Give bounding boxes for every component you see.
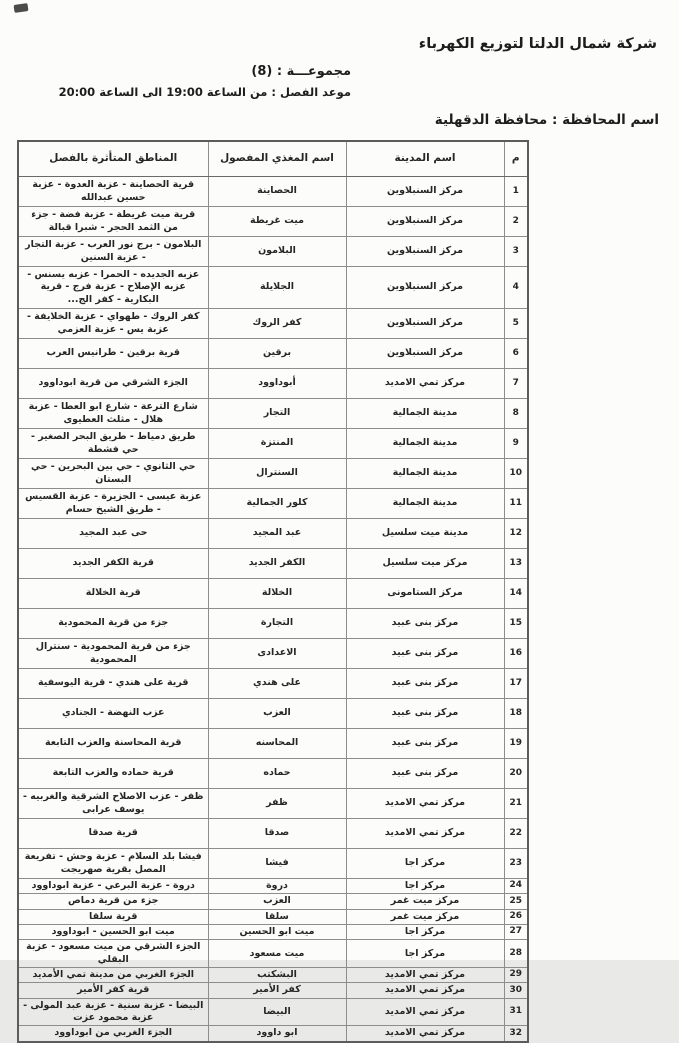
city-cell: مركز تمي الامديد	[346, 1026, 504, 1042]
affected-areas-cell: البيضا - عزبة سنية - عزبة عبد المولى - عزبة محمود عزت	[18, 998, 208, 1026]
table-row	[18, 940, 528, 968]
city-cell: مدينة الجمالية	[346, 459, 504, 489]
row-number-cell: 16	[504, 639, 528, 669]
affected-areas-cell: الجزء الشرقي من ميت مسعود - عزبة البقلي	[18, 940, 208, 968]
feeder-cell: العزب	[208, 894, 346, 909]
feeder-cell: أبوداوود	[208, 369, 346, 399]
row-number-cell: 28	[504, 940, 528, 968]
row-number-cell: 13	[504, 549, 528, 579]
table-row	[18, 459, 528, 489]
affected-areas-cell: قرية برقين - طرانيس العرب	[18, 339, 208, 369]
city-cell: مركز السنبلاوين	[346, 309, 504, 339]
table-row	[18, 639, 528, 669]
table-row	[18, 879, 528, 894]
row-number-cell: 17	[504, 669, 528, 699]
affected-areas-cell: البلامون - برج نور العرب - عزبة التجار - عزبة السنين	[18, 237, 208, 267]
table-row	[18, 579, 528, 609]
row-number-cell: 20	[504, 759, 528, 789]
table-row	[18, 729, 528, 759]
table-row	[18, 489, 528, 519]
table-row	[18, 369, 528, 399]
row-number-cell: 3	[504, 237, 528, 267]
affected-areas-cell: حى عبد المجيد	[18, 519, 208, 549]
table-row	[18, 399, 528, 429]
city-cell: مركز السنبلاوين	[346, 177, 504, 207]
table-row	[18, 207, 528, 237]
affected-areas-cell: ميت ابو الحسين - ابوداوود	[18, 925, 208, 940]
row-number-cell: 11	[504, 489, 528, 519]
affected-areas-cell: شارع الترعة - شارع ابو العطا - عزبة هلال - مثلث العطيوى	[18, 399, 208, 429]
table-row	[18, 998, 528, 1026]
city-cell: مدينة ميت سلسيل	[346, 519, 504, 549]
affected-areas-cell: جزء من قرية دماص	[18, 894, 208, 909]
affected-areas-cell: عزب النهضة - الجنادي	[18, 699, 208, 729]
table-row	[18, 1026, 528, 1042]
group-number-label: مجموعـــة : (8)	[251, 64, 351, 79]
city-cell: مدينة الجمالية	[346, 399, 504, 429]
city-cell: مدينة الجمالية	[346, 489, 504, 519]
table-row	[18, 699, 528, 729]
affected-areas-cell: فيشا بلد السلام - عزبة وحش - تفريعة المصل بقرية صهريجت	[18, 849, 208, 879]
col-header-city: اسم المدينة	[346, 141, 504, 177]
feeder-cell: الحصاينة	[208, 177, 346, 207]
city-cell: مركز بنى عبيد	[346, 639, 504, 669]
row-number-cell: 19	[504, 729, 528, 759]
feeder-cell: الخلالة	[208, 579, 346, 609]
table-row	[18, 968, 528, 983]
governorate-label: اسم المحافظة : محافظة الدقهلية	[434, 112, 659, 128]
feeder-cell: ميت غريطة	[208, 207, 346, 237]
feeder-cell: الاعدادى	[208, 639, 346, 669]
affected-areas-cell: طريق دمياط - طريق البحر الصغير - حي فشطة	[18, 429, 208, 459]
row-number-cell: 7	[504, 369, 528, 399]
feeder-cell: البشكتب	[208, 968, 346, 983]
feeder-cell: ظفر	[208, 789, 346, 819]
col-header-serial: م	[504, 141, 528, 177]
feeder-cell: سلقا	[208, 909, 346, 924]
outage-table-wrapper	[17, 140, 529, 1043]
city-cell: مركز اجا	[346, 879, 504, 894]
affected-areas-cell: قرية الكفر الجديد	[18, 549, 208, 579]
row-number-cell: 4	[504, 267, 528, 309]
col-header-areas: المناطق المتأثرة بالفصل	[18, 141, 208, 177]
table-row	[18, 609, 528, 639]
affected-areas-cell: الجزء الغربي من ابوداوود	[18, 1026, 208, 1042]
feeder-cell: البيضا	[208, 998, 346, 1026]
feeder-cell: حماده	[208, 759, 346, 789]
city-cell: مركز تمي الامديد	[346, 968, 504, 983]
city-cell: مركز تمي الامديد	[346, 369, 504, 399]
affected-areas-cell: ظفر - عزب الاصلاح الشرقية والغربيه - يوسف عرابى	[18, 789, 208, 819]
affected-areas-cell: قرية حماده والعزب التابعة	[18, 759, 208, 789]
outage-time-label: موعد الفصل : من الساعة 19:00 الى الساعة 20:00	[58, 85, 351, 99]
table-row	[18, 429, 528, 459]
table-row	[18, 177, 528, 207]
affected-areas-cell: قرية الحصاينة - عزبة العدوة - عزبة حسين عبدالله	[18, 177, 208, 207]
city-cell: مركز السنبلاوين	[346, 237, 504, 267]
feeder-cell: ميت مسعود	[208, 940, 346, 968]
group-schedule-block	[59, 64, 351, 99]
city-cell: مدينة الجمالية	[346, 429, 504, 459]
affected-areas-cell: قرية سلقا	[18, 909, 208, 924]
feeder-cell: صدقا	[208, 819, 346, 849]
affected-areas-cell: قرية ميت غريطة - عزبة فضة - جزء من الثمد الحجر - شبرا قبالة	[18, 207, 208, 237]
row-number-cell: 27	[504, 925, 528, 940]
affected-areas-cell: قرية صدقا	[18, 819, 208, 849]
city-cell: مركز تمي الامديد	[346, 819, 504, 849]
row-number-cell: 12	[504, 519, 528, 549]
row-number-cell: 21	[504, 789, 528, 819]
row-number-cell: 32	[504, 1026, 528, 1042]
city-cell: مركز السنبلاوين	[346, 207, 504, 237]
table-row	[18, 339, 528, 369]
feeder-cell: ميت ابو الحسين	[208, 925, 346, 940]
feeder-cell: فيشا	[208, 849, 346, 879]
feeder-cell: السنترال	[208, 459, 346, 489]
table-row	[18, 237, 528, 267]
table-row	[18, 849, 528, 879]
city-cell: مركز تمي الامديد	[346, 789, 504, 819]
row-number-cell: 10	[504, 459, 528, 489]
table-header-row	[18, 141, 528, 177]
affected-areas-cell: قرية على هندي - قرية اليوسفية	[18, 669, 208, 699]
company-title: شركة شمال الدلتا لتوزيع الكهرباء	[418, 36, 657, 52]
city-cell: مركز بنى عبيد	[346, 729, 504, 759]
table-row	[18, 549, 528, 579]
row-number-cell: 8	[504, 399, 528, 429]
table-row	[18, 309, 528, 339]
affected-areas-cell: قرية المحاسنة والعزب التابعة	[18, 729, 208, 759]
row-number-cell: 18	[504, 699, 528, 729]
row-number-cell: 5	[504, 309, 528, 339]
feeder-cell: العزب	[208, 699, 346, 729]
row-number-cell: 29	[504, 968, 528, 983]
row-number-cell: 26	[504, 909, 528, 924]
row-number-cell: 24	[504, 879, 528, 894]
table-row	[18, 819, 528, 849]
table-row	[18, 267, 528, 309]
feeder-cell: المحاسنه	[208, 729, 346, 759]
feeder-cell: كلور الجمالية	[208, 489, 346, 519]
feeder-cell: عبد المجيد	[208, 519, 346, 549]
city-cell: مركز الستامونى	[346, 579, 504, 609]
row-number-cell: 25	[504, 894, 528, 909]
feeder-cell: الكفر الجديد	[208, 549, 346, 579]
city-cell: مركز السنبلاوين	[346, 267, 504, 309]
row-number-cell: 14	[504, 579, 528, 609]
row-number-cell: 31	[504, 998, 528, 1026]
row-number-cell: 1	[504, 177, 528, 207]
city-cell: مركز السنبلاوين	[346, 339, 504, 369]
feeder-cell: كفر الأمير	[208, 983, 346, 998]
city-cell: مركز ميت غمر	[346, 894, 504, 909]
col-header-feeder: اسم المغذي المفصول	[208, 141, 346, 177]
feeder-cell: على هندي	[208, 669, 346, 699]
row-number-cell: 23	[504, 849, 528, 879]
city-cell: مركز بنى عبيد	[346, 759, 504, 789]
affected-areas-cell: جزء من قرية المحمودية - سنترال المحمودية	[18, 639, 208, 669]
feeder-cell: المنتزة	[208, 429, 346, 459]
row-number-cell: 6	[504, 339, 528, 369]
affected-areas-cell: عزبة عيسى - الجزيرة - عزبة القسيس - طريق الشيخ حسام	[18, 489, 208, 519]
affected-areas-cell: دروة - عزبة البرعي - عزبة ابوداوود	[18, 879, 208, 894]
table-body	[18, 177, 528, 1042]
table-row	[18, 789, 528, 819]
row-number-cell: 22	[504, 819, 528, 849]
feeder-cell: كفر الروك	[208, 309, 346, 339]
city-cell: مركز بنى عبيد	[346, 669, 504, 699]
feeder-cell: دروة	[208, 879, 346, 894]
affected-areas-cell: قرية كفر الأمير	[18, 983, 208, 998]
city-cell: مركز ميت سلسيل	[346, 549, 504, 579]
table-row	[18, 894, 528, 909]
feeder-cell: الجلايلة	[208, 267, 346, 309]
affected-areas-cell: قرية الخلالة	[18, 579, 208, 609]
city-cell: مركز تمي الامديد	[346, 983, 504, 998]
affected-areas-cell: جزء من قرية المحمودية	[18, 609, 208, 639]
city-cell: مركز بنى عبيد	[346, 609, 504, 639]
city-cell: مركز ميت غمر	[346, 909, 504, 924]
city-cell: مركز بنى عبيد	[346, 699, 504, 729]
city-cell: مركز اجا	[346, 849, 504, 879]
row-number-cell: 9	[504, 429, 528, 459]
table-row	[18, 909, 528, 924]
table-row	[18, 925, 528, 940]
table-row	[18, 759, 528, 789]
city-cell: مركز تمي الامديد	[346, 998, 504, 1026]
row-number-cell: 15	[504, 609, 528, 639]
row-number-cell: 2	[504, 207, 528, 237]
affected-areas-cell: عزبه الجديده - الحمرا - عزبه يسنس - عزبه الإصلاح - عزبة فرج - قرية البكارية - كفر الج...	[18, 267, 208, 309]
city-cell: مركز اجا	[346, 925, 504, 940]
feeder-cell: برقين	[208, 339, 346, 369]
affected-areas-cell: كفر الروك - طهواي - عزبة الخلايفة - عزبة يس - عزبة العزمي	[18, 309, 208, 339]
city-cell: مركز اجا	[346, 940, 504, 968]
feeder-cell: ابو داوود	[208, 1026, 346, 1042]
affected-areas-cell: الجزء الغربي من مدينة تمي الأمديد	[18, 968, 208, 983]
scan-artifact-mark	[14, 3, 29, 13]
row-number-cell: 30	[504, 983, 528, 998]
feeder-cell: التجارة	[208, 609, 346, 639]
affected-areas-cell: حي الثانوي - حي بين البحرين - حي البستان	[18, 459, 208, 489]
affected-areas-cell: الجزء الشرقي من قرية ابوداوود	[18, 369, 208, 399]
outage-table	[17, 140, 529, 1043]
table-row	[18, 983, 528, 998]
feeder-cell: التجار	[208, 399, 346, 429]
table-row	[18, 519, 528, 549]
feeder-cell: البلامون	[208, 237, 346, 267]
table-row	[18, 669, 528, 699]
